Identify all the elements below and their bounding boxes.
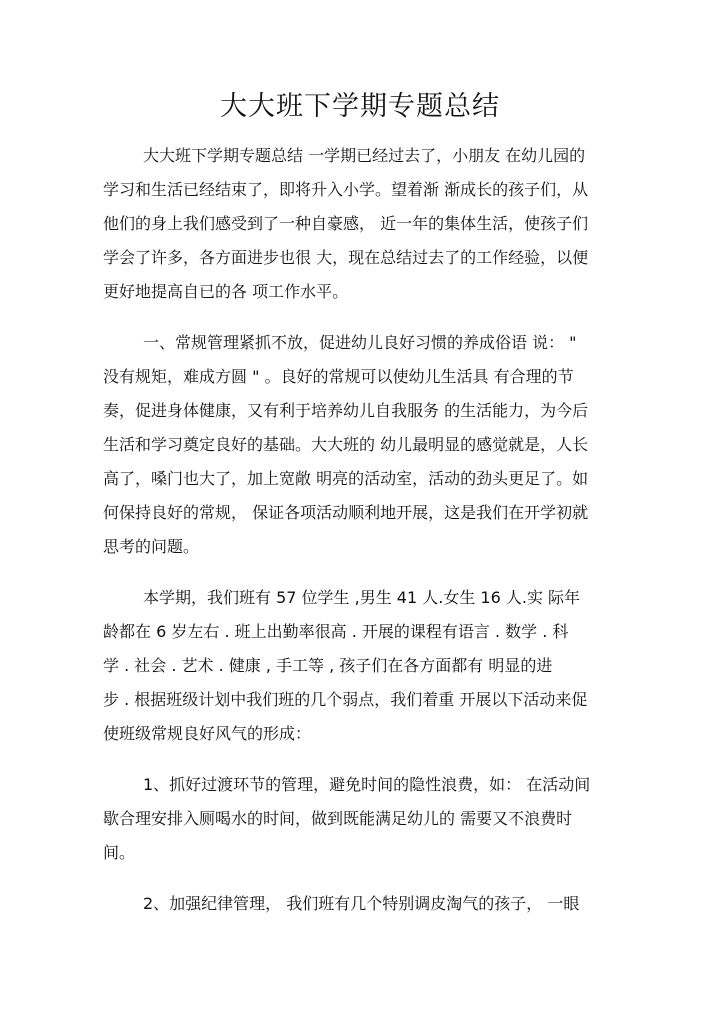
text-line: 学会了许多，各方面进步也很 大，现在总结过去了的工作经验，以便 (103, 248, 589, 267)
text-line: 使班级常规良好风气的形成： (103, 724, 312, 743)
text-line: 更好地提高自已的各 项工作水平。 (103, 282, 349, 301)
text-line: 没有规矩，难成方圆 " 。良好的常规可以使幼儿生活具 有合理的节 (103, 367, 574, 386)
text-line: 何保持良好的常规， 保证各项活动顺利地开展，这是我们在开学初就 (103, 503, 589, 522)
text-line: 本学期，我们班有 57 位学生 ,男生 41 人.女生 16 人.实 际年 (143, 588, 581, 607)
text-line: 大大班下学期专题总结 一学期已经过去了，小朋友 在幼儿园的 (143, 146, 586, 165)
text-line: 一、常规管理紧抓不放，促进幼儿良好习惯的养成俗语 说： " (143, 333, 577, 352)
text-line: 生活和学习奠定良好的基础。大大班的 幼儿最明显的感觉就是，人长 (103, 435, 589, 454)
text-line: 高了，嗓门也大了，加上宽敞 明亮的活动室，活动的劲头更足了。如 (103, 469, 589, 488)
text-line: 1、抓好过渡环节的管理，避免时间的隐性浪费，如： 在活动间 (143, 775, 591, 794)
text-line: 学习和生活已经结束了，即将升入小学。望着渐 渐成长的孩子们，从 (103, 180, 589, 199)
text-line: 步 . 根据班级计划中我们班的几个弱点，我们着重 开展以下活动来促 (103, 690, 588, 709)
document-title: 大大班下学期专题总结 (220, 91, 500, 122)
text-line: 他们的身上我们感受到了一种自豪感， 近一年的集体生活，使孩子们 (103, 214, 589, 233)
text-line: 间。 (103, 843, 136, 862)
text-line: 奏，促进身体健康，又有利于培养幼儿自我服务 的生活能力，为今后 (103, 401, 589, 420)
text-line: 学 . 社会 . 艺术 . 健康 , 手工等 , 孩子们在各方面都有 明显的进 (103, 656, 553, 675)
text-line: 歇合理安排入厕喝水的时间，做到既能满足幼儿的 需要又不浪费时 (103, 809, 573, 828)
text-line: 龄都在 6 岁左右 . 班上出勤率很高 . 开展的课程有语言 . 数学 . 科 (103, 622, 569, 641)
text-line: 2、加强纪律管理， 我们班有几个特别调皮淘气的孩子， 一眼 (143, 894, 580, 913)
text-line: 思考的问题。 (103, 537, 200, 556)
